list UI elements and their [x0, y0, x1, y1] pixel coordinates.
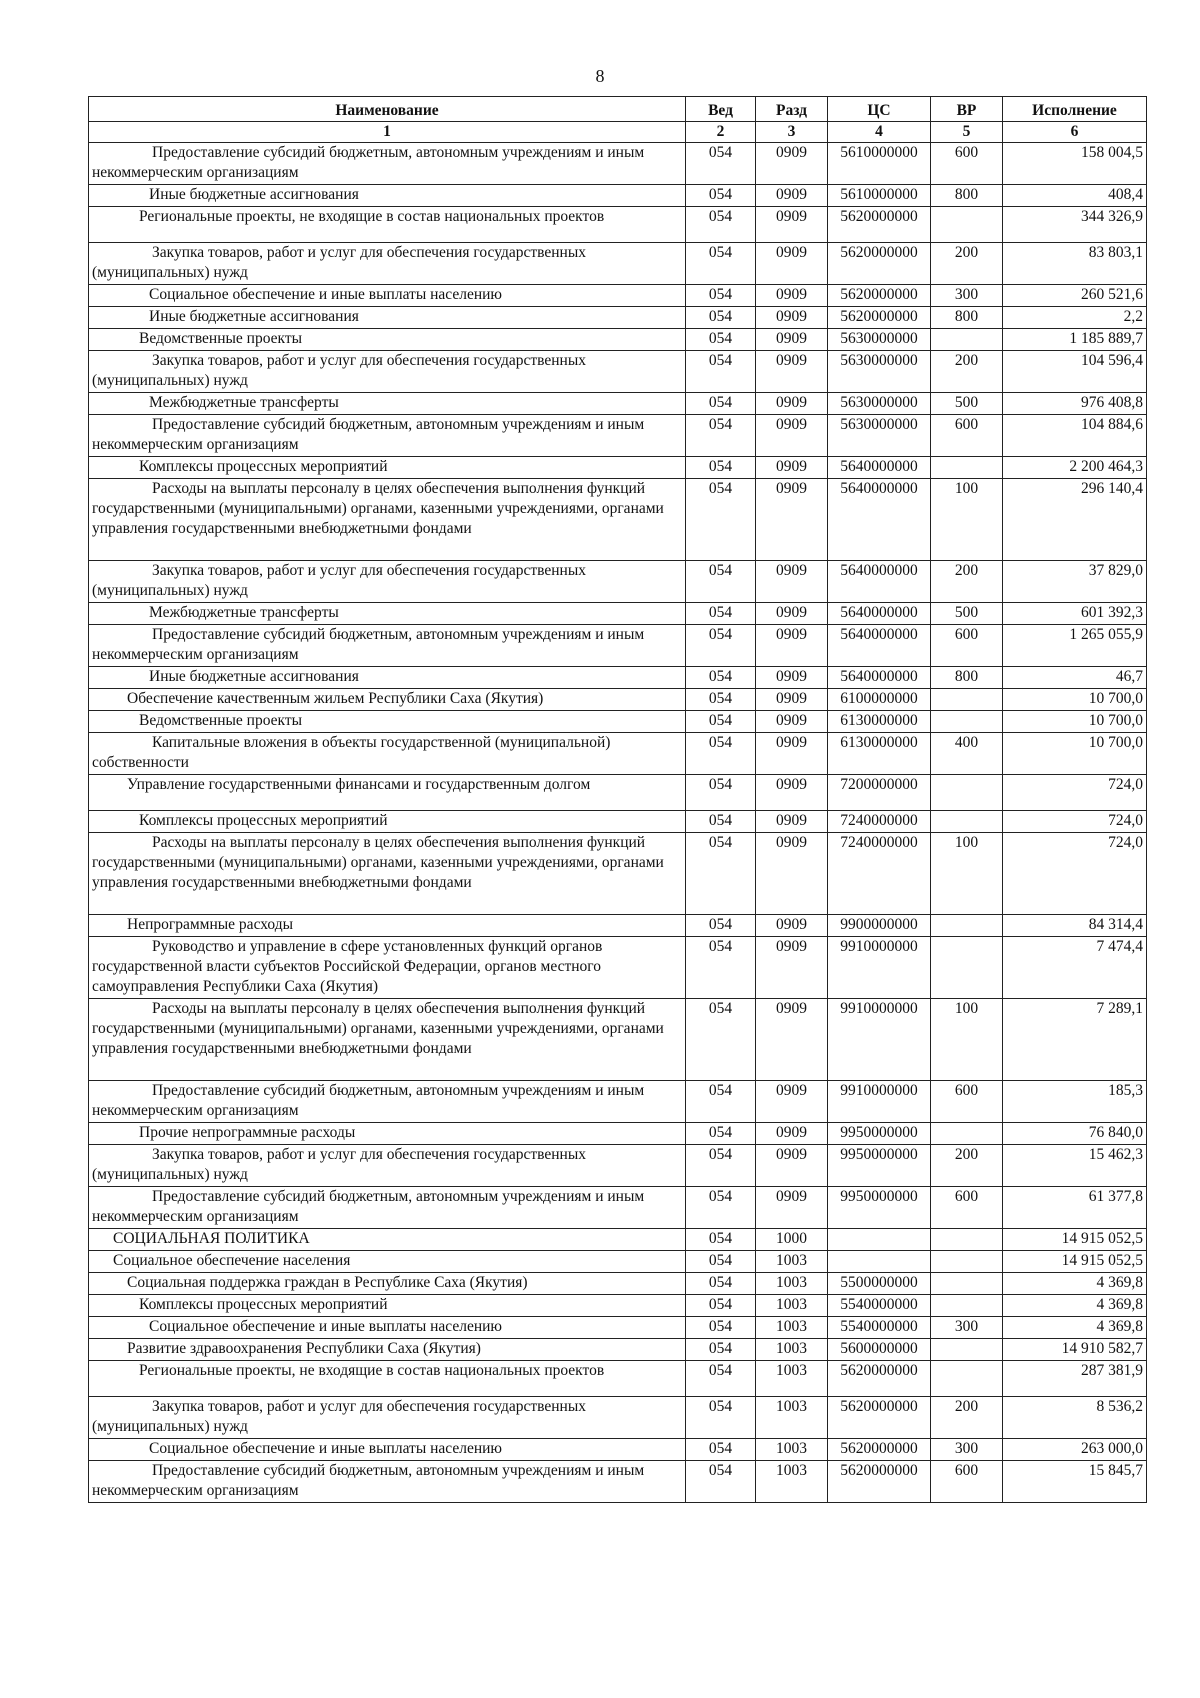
- column-number: 3: [756, 122, 828, 143]
- cell-vr: 300: [931, 285, 1003, 307]
- cell-vr: 200: [931, 561, 1003, 603]
- cell-execution: 83 803,1: [1003, 243, 1147, 285]
- cell-vr: 600: [931, 625, 1003, 667]
- table-row: [89, 811, 1147, 833]
- cell-razd: 1003: [756, 1397, 828, 1439]
- cell-razd: 1003: [756, 1339, 828, 1361]
- cell-name: Закупка товаров, работ и услуг для обеспечения государственных (муниципальных) нужд: [89, 1397, 686, 1439]
- cell-execution: 601 392,3: [1003, 603, 1147, 625]
- cell-cs: 5620000000: [828, 243, 931, 285]
- cell-name: СОЦИАЛЬНАЯ ПОЛИТИКА: [89, 1229, 686, 1251]
- cell-ved: 054: [686, 457, 756, 479]
- cell-cs: 9950000000: [828, 1145, 931, 1187]
- table-row: [89, 603, 1147, 625]
- cell-ved: 054: [686, 915, 756, 937]
- cell-name: Комплексы процессных мероприятий: [89, 811, 686, 833]
- cell-razd: 1003: [756, 1251, 828, 1273]
- table-row: [89, 393, 1147, 415]
- cell-vr: [931, 1273, 1003, 1295]
- cell-execution: 14 915 052,5: [1003, 1251, 1147, 1273]
- cell-name: Предоставление субсидий бюджетным, автономным учреждениям и иным некоммерческим организациям: [89, 143, 686, 185]
- cell-cs: 5630000000: [828, 393, 931, 415]
- cell-razd: 0909: [756, 207, 828, 243]
- cell-cs: [828, 1229, 931, 1251]
- table-row: [89, 479, 1147, 561]
- cell-execution: 46,7: [1003, 667, 1147, 689]
- column-number: 6: [1003, 122, 1147, 143]
- cell-name: Ведомственные проекты: [89, 711, 686, 733]
- cell-execution: 344 326,9: [1003, 207, 1147, 243]
- cell-name: Закупка товаров, работ и услуг для обеспечения государственных (муниципальных) нужд: [89, 243, 686, 285]
- cell-name: Иные бюджетные ассигнования: [89, 185, 686, 207]
- table-row: [89, 1145, 1147, 1187]
- column-number: 1: [89, 122, 686, 143]
- budget-execution-table: [88, 96, 1147, 1503]
- table-row: [89, 329, 1147, 351]
- cell-vr: 100: [931, 479, 1003, 561]
- cell-cs: 5610000000: [828, 185, 931, 207]
- cell-name: Прочие непрограммные расходы: [89, 1123, 686, 1145]
- cell-cs: 5630000000: [828, 329, 931, 351]
- cell-cs: 5630000000: [828, 351, 931, 393]
- cell-name: Капитальные вложения в объекты государственной (муниципальной) собственности: [89, 733, 686, 775]
- cell-razd: 0909: [756, 479, 828, 561]
- cell-vr: 800: [931, 307, 1003, 329]
- cell-vr: [931, 711, 1003, 733]
- cell-execution: 10 700,0: [1003, 733, 1147, 775]
- cell-execution: 2,2: [1003, 307, 1147, 329]
- header-execution: Исполнение: [1003, 97, 1147, 122]
- table-row: [89, 1123, 1147, 1145]
- cell-cs: 5620000000: [828, 1397, 931, 1439]
- cell-ved: 054: [686, 711, 756, 733]
- table-row: [89, 1081, 1147, 1123]
- cell-name: Непрограммные расходы: [89, 915, 686, 937]
- cell-execution: 185,3: [1003, 1081, 1147, 1123]
- cell-name: Обеспечение качественным жильем Республики Саха (Якутия): [89, 689, 686, 711]
- cell-cs: 5540000000: [828, 1317, 931, 1339]
- table-row: [89, 307, 1147, 329]
- table-row: [89, 185, 1147, 207]
- cell-execution: 7 474,4: [1003, 937, 1147, 999]
- cell-cs: 5620000000: [828, 207, 931, 243]
- table-row: [89, 415, 1147, 457]
- cell-ved: 054: [686, 1439, 756, 1461]
- cell-vr: 600: [931, 1461, 1003, 1503]
- cell-razd: 0909: [756, 285, 828, 307]
- cell-cs: 5620000000: [828, 1461, 931, 1503]
- cell-razd: 0909: [756, 833, 828, 915]
- cell-ved: 054: [686, 1317, 756, 1339]
- cell-razd: 0909: [756, 393, 828, 415]
- cell-name: Региональные проекты, не входящие в состав национальных проектов: [89, 207, 686, 243]
- table-row: [89, 667, 1147, 689]
- table-row: [89, 1187, 1147, 1229]
- cell-name: Расходы на выплаты персоналу в целях обеспечения выполнения функций государственными (муниципальными) органами, казенными учреждениями, органами управления государственными внебюджетными фондами: [89, 999, 686, 1081]
- cell-vr: 500: [931, 393, 1003, 415]
- cell-ved: 054: [686, 775, 756, 811]
- cell-execution: 4 369,8: [1003, 1317, 1147, 1339]
- cell-ved: 054: [686, 689, 756, 711]
- table-row: [89, 915, 1147, 937]
- table-row: [89, 999, 1147, 1081]
- cell-vr: 200: [931, 351, 1003, 393]
- cell-ved: 054: [686, 561, 756, 603]
- cell-vr: 600: [931, 1081, 1003, 1123]
- table-row: [89, 1229, 1147, 1251]
- cell-execution: 10 700,0: [1003, 711, 1147, 733]
- table-row: [89, 937, 1147, 999]
- cell-ved: 054: [686, 285, 756, 307]
- cell-execution: 8 536,2: [1003, 1397, 1147, 1439]
- cell-razd: 0909: [756, 667, 828, 689]
- cell-cs: 9910000000: [828, 1081, 931, 1123]
- table-row: [89, 689, 1147, 711]
- cell-ved: 054: [686, 1123, 756, 1145]
- cell-cs: 5630000000: [828, 415, 931, 457]
- cell-cs: 6130000000: [828, 711, 931, 733]
- cell-razd: 0909: [756, 937, 828, 999]
- table-row: [89, 733, 1147, 775]
- header-vr: ВР: [931, 97, 1003, 122]
- cell-razd: 0909: [756, 689, 828, 711]
- cell-razd: 1003: [756, 1295, 828, 1317]
- cell-vr: [931, 689, 1003, 711]
- cell-ved: 054: [686, 667, 756, 689]
- cell-razd: 0909: [756, 1145, 828, 1187]
- cell-ved: 054: [686, 479, 756, 561]
- cell-ved: 054: [686, 937, 756, 999]
- cell-vr: [931, 937, 1003, 999]
- cell-ved: 054: [686, 1461, 756, 1503]
- cell-name: Предоставление субсидий бюджетным, автономным учреждениям и иным некоммерческим организациям: [89, 625, 686, 667]
- cell-name: Предоставление субсидий бюджетным, автономным учреждениям и иным некоммерческим организациям: [89, 1081, 686, 1123]
- cell-name: Предоставление субсидий бюджетным, автономным учреждениям и иным некоммерческим организациям: [89, 1187, 686, 1229]
- table-row: [89, 1361, 1147, 1397]
- cell-cs: 9910000000: [828, 999, 931, 1081]
- cell-ved: 054: [686, 243, 756, 285]
- cell-name: Социальная поддержка граждан в Республике Саха (Якутия): [89, 1273, 686, 1295]
- cell-execution: 263 000,0: [1003, 1439, 1147, 1461]
- cell-execution: 61 377,8: [1003, 1187, 1147, 1229]
- cell-razd: 0909: [756, 1081, 828, 1123]
- page-number: 8: [595, 66, 605, 86]
- cell-cs: 5640000000: [828, 479, 931, 561]
- cell-name: Предоставление субсидий бюджетным, автономным учреждениям и иным некоммерческим организациям: [89, 415, 686, 457]
- cell-name: Расходы на выплаты персоналу в целях обеспечения выполнения функций государственными (муниципальными) органами, казенными учреждениями, органами управления государственными внебюджетными фондами: [89, 479, 686, 561]
- cell-ved: 054: [686, 625, 756, 667]
- cell-name: Межбюджетные трансферты: [89, 603, 686, 625]
- cell-execution: 408,4: [1003, 185, 1147, 207]
- cell-cs: 9900000000: [828, 915, 931, 937]
- cell-razd: 0909: [756, 457, 828, 479]
- cell-ved: 054: [686, 415, 756, 457]
- table-row: [89, 243, 1147, 285]
- cell-razd: 1003: [756, 1439, 828, 1461]
- cell-cs: 9950000000: [828, 1123, 931, 1145]
- cell-ved: 054: [686, 393, 756, 415]
- cell-vr: 200: [931, 243, 1003, 285]
- cell-cs: 5600000000: [828, 1339, 931, 1361]
- cell-cs: 5640000000: [828, 625, 931, 667]
- cell-vr: [931, 1229, 1003, 1251]
- cell-cs: 5610000000: [828, 143, 931, 185]
- header-razd: Разд: [756, 97, 828, 122]
- cell-vr: 800: [931, 667, 1003, 689]
- cell-ved: 054: [686, 733, 756, 775]
- cell-name: Предоставление субсидий бюджетным, автономным учреждениям и иным некоммерческим организациям: [89, 1461, 686, 1503]
- cell-execution: 4 369,8: [1003, 1273, 1147, 1295]
- cell-name: Социальное обеспечение населения: [89, 1251, 686, 1273]
- cell-execution: 4 369,8: [1003, 1295, 1147, 1317]
- cell-vr: 100: [931, 999, 1003, 1081]
- cell-name: Иные бюджетные ассигнования: [89, 667, 686, 689]
- cell-razd: 0909: [756, 1123, 828, 1145]
- cell-execution: 76 840,0: [1003, 1123, 1147, 1145]
- cell-ved: 054: [686, 1229, 756, 1251]
- cell-cs: 5620000000: [828, 285, 931, 307]
- column-number: 2: [686, 122, 756, 143]
- cell-vr: [931, 1251, 1003, 1273]
- cell-razd: 0909: [756, 999, 828, 1081]
- cell-execution: 14 910 582,7: [1003, 1339, 1147, 1361]
- cell-razd: 1003: [756, 1461, 828, 1503]
- cell-cs: 5500000000: [828, 1273, 931, 1295]
- cell-ved: 054: [686, 603, 756, 625]
- cell-cs: 9910000000: [828, 937, 931, 999]
- cell-name: Расходы на выплаты персоналу в целях обеспечения выполнения функций государственными (муниципальными) органами, казенными учреждениями, органами управления государственными внебюджетными фондами: [89, 833, 686, 915]
- cell-razd: 1003: [756, 1317, 828, 1339]
- cell-name: Межбюджетные трансферты: [89, 393, 686, 415]
- cell-execution: 724,0: [1003, 833, 1147, 915]
- cell-razd: 1003: [756, 1273, 828, 1295]
- cell-execution: 10 700,0: [1003, 689, 1147, 711]
- cell-vr: [931, 811, 1003, 833]
- cell-cs: 7240000000: [828, 811, 931, 833]
- table-row: [89, 1461, 1147, 1503]
- header-row: [89, 97, 1147, 122]
- table-row: [89, 1339, 1147, 1361]
- cell-ved: 054: [686, 1145, 756, 1187]
- cell-cs: 5620000000: [828, 307, 931, 329]
- cell-cs: 5620000000: [828, 1439, 931, 1461]
- cell-execution: 2 200 464,3: [1003, 457, 1147, 479]
- cell-ved: 054: [686, 329, 756, 351]
- cell-ved: 054: [686, 1187, 756, 1229]
- cell-cs: 5620000000: [828, 1361, 931, 1397]
- cell-name: Региональные проекты, не входящие в состав национальных проектов: [89, 1361, 686, 1397]
- cell-cs: 7240000000: [828, 833, 931, 915]
- cell-execution: 158 004,5: [1003, 143, 1147, 185]
- cell-razd: 0909: [756, 733, 828, 775]
- cell-execution: 37 829,0: [1003, 561, 1147, 603]
- cell-ved: 054: [686, 1273, 756, 1295]
- cell-ved: 054: [686, 1361, 756, 1397]
- cell-execution: 287 381,9: [1003, 1361, 1147, 1397]
- cell-execution: 296 140,4: [1003, 479, 1147, 561]
- column-number: 4: [828, 122, 931, 143]
- cell-execution: 1 185 889,7: [1003, 329, 1147, 351]
- cell-razd: 0909: [756, 775, 828, 811]
- table-row: [89, 625, 1147, 667]
- cell-execution: 104 884,6: [1003, 415, 1147, 457]
- cell-execution: 104 596,4: [1003, 351, 1147, 393]
- cell-name: Социальное обеспечение и иные выплаты населению: [89, 1439, 686, 1461]
- cell-name: Ведомственные проекты: [89, 329, 686, 351]
- cell-ved: 054: [686, 1397, 756, 1439]
- table-row: [89, 1397, 1147, 1439]
- header-cs: ЦС: [828, 97, 931, 122]
- cell-cs: [828, 1251, 931, 1273]
- cell-name: Закупка товаров, работ и услуг для обеспечения государственных (муниципальных) нужд: [89, 1145, 686, 1187]
- cell-vr: [931, 1361, 1003, 1397]
- cell-razd: 0909: [756, 243, 828, 285]
- cell-name: Комплексы процессных мероприятий: [89, 457, 686, 479]
- cell-vr: 300: [931, 1317, 1003, 1339]
- table-row: [89, 351, 1147, 393]
- header-name: Наименование: [89, 97, 686, 122]
- cell-razd: 0909: [756, 915, 828, 937]
- cell-name: Социальное обеспечение и иные выплаты населению: [89, 1317, 686, 1339]
- cell-name: Руководство и управление в сфере установленных функций органов государственной власти субъектов Российской Федерации, органов местного самоуправления Республики Саха (Якутия): [89, 937, 686, 999]
- cell-ved: 054: [686, 833, 756, 915]
- cell-execution: 260 521,6: [1003, 285, 1147, 307]
- cell-ved: 054: [686, 207, 756, 243]
- cell-vr: [931, 1295, 1003, 1317]
- cell-vr: [931, 1339, 1003, 1361]
- cell-execution: 14 915 052,5: [1003, 1229, 1147, 1251]
- cell-ved: 054: [686, 185, 756, 207]
- cell-vr: 200: [931, 1397, 1003, 1439]
- cell-cs: 6130000000: [828, 733, 931, 775]
- cell-vr: 300: [931, 1439, 1003, 1461]
- cell-cs: 6100000000: [828, 689, 931, 711]
- cell-razd: 0909: [756, 143, 828, 185]
- cell-vr: 100: [931, 833, 1003, 915]
- cell-name: Иные бюджетные ассигнования: [89, 307, 686, 329]
- table-row: [89, 711, 1147, 733]
- header-ved: Вед: [686, 97, 756, 122]
- cell-name: Социальное обеспечение и иные выплаты населению: [89, 285, 686, 307]
- cell-vr: [931, 457, 1003, 479]
- cell-vr: 800: [931, 185, 1003, 207]
- cell-cs: 7200000000: [828, 775, 931, 811]
- column-number: 5: [931, 122, 1003, 143]
- table-body: [89, 143, 1147, 1503]
- cell-vr: [931, 775, 1003, 811]
- cell-ved: 054: [686, 1295, 756, 1317]
- cell-vr: 600: [931, 143, 1003, 185]
- cell-cs: 5640000000: [828, 561, 931, 603]
- cell-razd: 0909: [756, 811, 828, 833]
- cell-cs: 5540000000: [828, 1295, 931, 1317]
- cell-ved: 054: [686, 307, 756, 329]
- table-row: [89, 1273, 1147, 1295]
- cell-razd: 0909: [756, 185, 828, 207]
- cell-execution: 84 314,4: [1003, 915, 1147, 937]
- table-row: [89, 1439, 1147, 1461]
- cell-ved: 054: [686, 351, 756, 393]
- column-number-row: [89, 122, 1147, 143]
- cell-execution: 15 845,7: [1003, 1461, 1147, 1503]
- cell-execution: 724,0: [1003, 775, 1147, 811]
- cell-name: Закупка товаров, работ и услуг для обеспечения государственных (муниципальных) нужд: [89, 351, 686, 393]
- cell-cs: 5640000000: [828, 667, 931, 689]
- table-row: [89, 1295, 1147, 1317]
- table-row: [89, 285, 1147, 307]
- cell-razd: 0909: [756, 351, 828, 393]
- cell-ved: 054: [686, 811, 756, 833]
- cell-name: Развитие здравоохранения Республики Саха (Якутия): [89, 1339, 686, 1361]
- cell-vr: 600: [931, 415, 1003, 457]
- cell-cs: 9950000000: [828, 1187, 931, 1229]
- cell-execution: 976 408,8: [1003, 393, 1147, 415]
- table-row: [89, 775, 1147, 811]
- cell-razd: 0909: [756, 307, 828, 329]
- table-row: [89, 833, 1147, 915]
- cell-ved: 054: [686, 999, 756, 1081]
- cell-ved: 054: [686, 1251, 756, 1273]
- cell-ved: 054: [686, 1081, 756, 1123]
- table-row: [89, 561, 1147, 603]
- cell-name: Управление государственными финансами и государственным долгом: [89, 775, 686, 811]
- cell-razd: 0909: [756, 329, 828, 351]
- cell-execution: 1 265 055,9: [1003, 625, 1147, 667]
- cell-execution: 724,0: [1003, 811, 1147, 833]
- cell-execution: 15 462,3: [1003, 1145, 1147, 1187]
- cell-razd: 0909: [756, 625, 828, 667]
- table-row: [89, 457, 1147, 479]
- cell-ved: 054: [686, 1339, 756, 1361]
- cell-vr: 600: [931, 1187, 1003, 1229]
- cell-vr: [931, 329, 1003, 351]
- cell-name: Закупка товаров, работ и услуг для обеспечения государственных (муниципальных) нужд: [89, 561, 686, 603]
- cell-vr: [931, 915, 1003, 937]
- table-row: [89, 207, 1147, 243]
- table-row: [89, 143, 1147, 185]
- cell-name: Комплексы процессных мероприятий: [89, 1295, 686, 1317]
- table-row: [89, 1317, 1147, 1339]
- cell-vr: 200: [931, 1145, 1003, 1187]
- cell-vr: 500: [931, 603, 1003, 625]
- cell-cs: 5640000000: [828, 603, 931, 625]
- cell-vr: [931, 1123, 1003, 1145]
- cell-razd: 0909: [756, 561, 828, 603]
- cell-ved: 054: [686, 143, 756, 185]
- cell-vr: 400: [931, 733, 1003, 775]
- cell-razd: 0909: [756, 415, 828, 457]
- cell-cs: 5640000000: [828, 457, 931, 479]
- cell-razd: 1003: [756, 1361, 828, 1397]
- cell-razd: 0909: [756, 1187, 828, 1229]
- cell-razd: 0909: [756, 711, 828, 733]
- table-row: [89, 1251, 1147, 1273]
- cell-vr: [931, 207, 1003, 243]
- cell-execution: 7 289,1: [1003, 999, 1147, 1081]
- cell-razd: 1000: [756, 1229, 828, 1251]
- cell-razd: 0909: [756, 603, 828, 625]
